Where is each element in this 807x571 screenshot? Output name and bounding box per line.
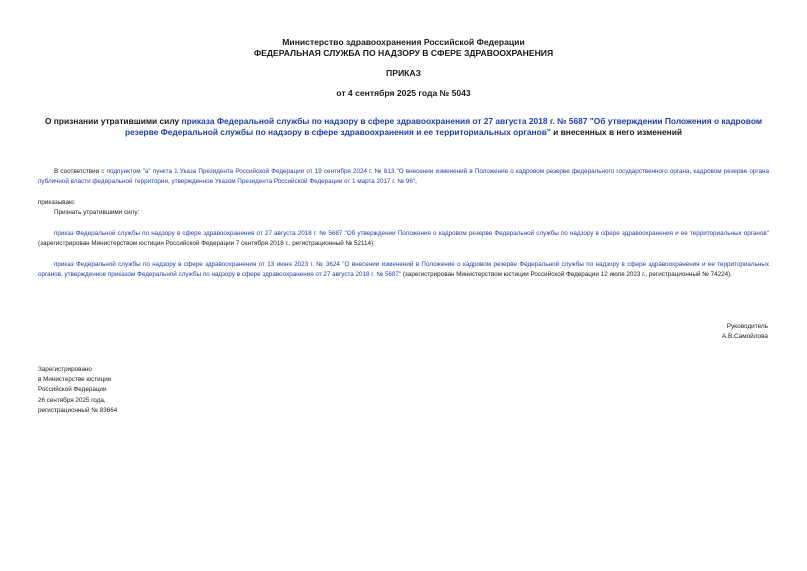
item1-suffix: (зарегистрирован Министерством юстиции Российской Федерации 7 сентября 2018 г., регистрационный № 52114); (38, 240, 375, 248)
registration-line-2: в Министерстве юстиции (38, 376, 112, 384)
ministry-name: Министерство здравоохранения Российской Федерации (282, 37, 525, 47)
registration-block (38, 365, 117, 416)
title-prefix: О признании утратившими силу (44, 116, 182, 126)
item2-link[interactable]: приказ Федеральной службы по надзору в сфере здравоохранения от 13 июня 2023 г. № 3624 "О внесении изменений в Положение о кадровом резерве Федеральной службы по надзору в сфере здравоохранения и ее территориальных органов, утвержденное приказом Федеральной службы по надзору в сфере здравоохранения от 27 августа 2018 г. № 5687" (38, 261, 769, 279)
basis-prefix: В соответствии (54, 168, 102, 175)
basis-suffix: , (415, 178, 417, 186)
title-suffix: и внесенных в него изменений (550, 127, 682, 137)
basis-paragraph (38, 167, 769, 187)
registration-line-3: Российской Федерации (38, 386, 107, 394)
signer-position: Руководитель (726, 323, 768, 330)
service-name: ФЕДЕРАЛЬНАЯ СЛУЖБА ПО НАДЗОРУ В СФЕРЕ ЗДРАВООХРАНЕНИЯ (253, 48, 554, 58)
item1-link[interactable]: приказ Федеральной службы по надзору в сфере здравоохранения от 27 августа 2018 г. № 5687 "Об утверждении Положения о кадровом резерве Федеральной службы по надзору в сфере здравоохранения и ее территориальных органов" (54, 230, 769, 237)
declare-paragraph: Признать утратившими силу: (54, 209, 140, 216)
registration-line-5: регистрационный № 83664 (38, 406, 118, 414)
registration-line-4: 26 сентября 2025 года, (38, 396, 106, 404)
document-type: ПРИКАЗ (386, 68, 421, 78)
repealed-item-1 (38, 229, 769, 249)
registration-line-1: Зарегистрировано (38, 366, 92, 373)
document-title (40, 116, 767, 138)
basis-link[interactable]: с подпунктом "а" пункта 1 Указа Президента Российской Федерации от 19 сентября 2024 г. № 813 "О внесении изменений в Положение о кадровом резерве федерального государственного органа, кадровом резерве органа публичной власти федеральной территории, утвержденное Указом Президента Российской Федерации от 1 марта 2017 г. № 96" (38, 168, 769, 186)
orders-paragraph: приказываю: (38, 199, 76, 206)
document-date: от 4 сентября 2025 года № 5043 (336, 88, 471, 98)
repealed-item-2 (38, 260, 769, 280)
signature-block (722, 322, 768, 342)
title-link[interactable]: приказа Федеральной службы по надзору в сфере здравоохранения от 27 августа 2018 г. № 5687 "Об утверждении Положения о кадровом резерве Федеральной службы по надзору в сфере здравоохранения и ее территориальных органов" (125, 116, 763, 137)
item2-suffix: (зарегистрирован Министерством юстиции Российской Федерации 12 июля 2023 г., регистрационный № 74224). (401, 271, 732, 279)
signer-name: А.В.Самойлова (721, 333, 768, 341)
